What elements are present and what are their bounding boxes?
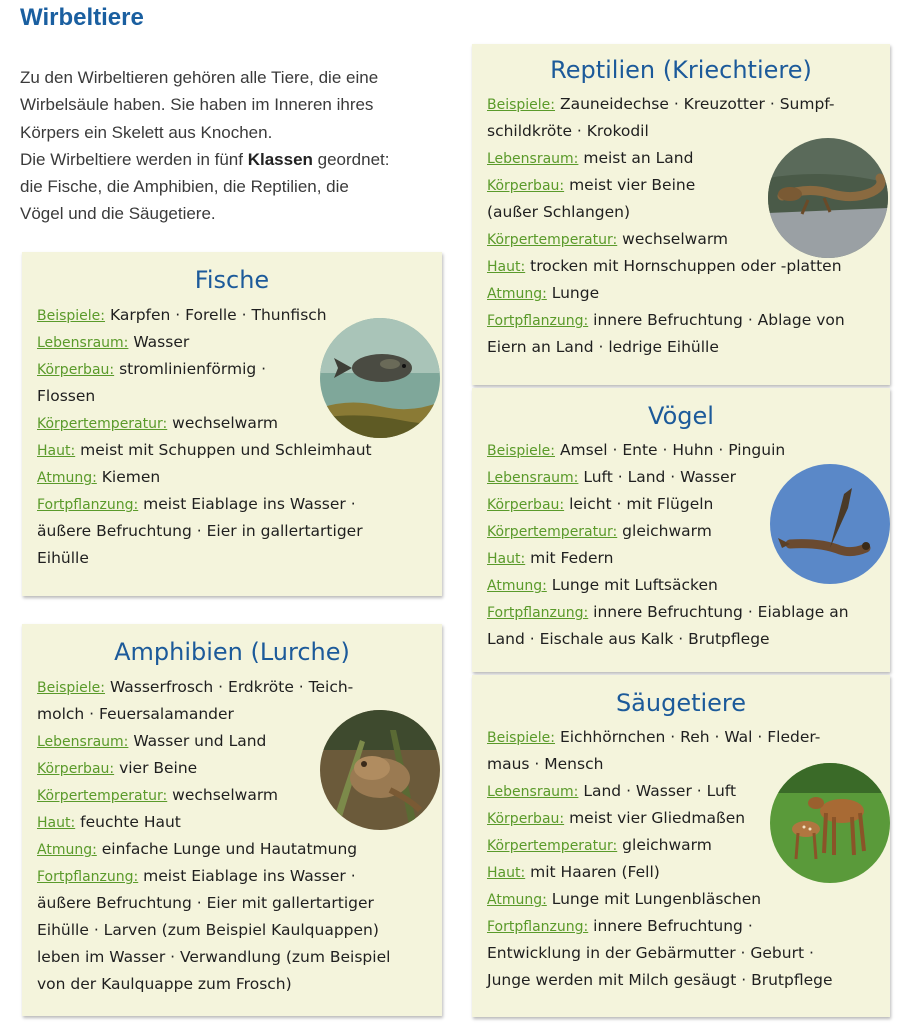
label-koerperbau: Körperbau: — [487, 497, 565, 513]
label-temperatur: Körpertemperatur: — [487, 232, 618, 248]
label-atmung: Atmung: — [487, 892, 547, 908]
label-lebensraum: Lebensraum: — [487, 151, 579, 167]
row-fortpflanzung — [487, 917, 753, 935]
row-koerperbau — [37, 360, 266, 378]
value-fortpflanzung: meist Eiablage ins Wasser · — [143, 867, 356, 885]
deer-image — [770, 763, 890, 883]
row-haut — [487, 863, 660, 881]
value-atmung: Lunge mit Luftsäcken — [551, 576, 718, 594]
value-beispiele: Wasserfrosch · Erdkröte · Teich- — [109, 678, 354, 696]
row-continuation: Entwicklung in der Gebärmutter · Geburt · — [487, 944, 814, 962]
label-fortpflanzung: Fortpflanzung: — [37, 497, 139, 513]
label-atmung: Atmung: — [37, 842, 97, 858]
row-continuation: äußere Befruchtung · Eier in gallertartiger — [37, 522, 363, 540]
card-title: Fische — [194, 266, 270, 294]
row-atmung — [487, 576, 718, 594]
page-title: Wirbeltiere — [20, 4, 144, 31]
value-koerperbau: leicht · mit Flügeln — [569, 495, 714, 513]
row-fortpflanzung — [487, 311, 845, 329]
value-atmung: einfache Lunge und Hautatmung — [101, 840, 358, 858]
label-haut: Haut: — [487, 551, 526, 567]
label-fortpflanzung: Fortpflanzung: — [487, 313, 589, 329]
label-koerperbau: Körperbau: — [487, 178, 565, 194]
row-continuation: (außer Schlangen) — [487, 203, 631, 221]
row-continuation: Flossen — [37, 387, 96, 405]
intro-line: Körpers ein Skelett aus Knochen. — [20, 122, 273, 142]
card-reptilien — [472, 44, 890, 385]
value-beispiele: Karpfen · Forelle · Thunfisch — [109, 306, 327, 324]
value-temperatur: gleichwarm — [622, 522, 712, 540]
card-title: Vögel — [648, 402, 714, 430]
card-voegel — [472, 388, 890, 672]
row-beispiele — [487, 441, 785, 459]
label-temperatur: Körpertemperatur: — [487, 524, 618, 540]
label-lebensraum: Lebensraum: — [37, 335, 129, 351]
label-haut: Haut: — [37, 815, 76, 831]
row-koerperbau — [487, 176, 695, 194]
value-lebensraum: Land · Wasser · Luft — [583, 782, 737, 800]
label-beispiele: Beispiele: — [37, 308, 106, 324]
intro-line-part: geordnet: — [312, 149, 390, 169]
label-koerperbau: Körperbau: — [37, 761, 115, 777]
row-lebensraum — [487, 468, 736, 486]
row-atmung — [487, 284, 599, 302]
value-fortpflanzung: meist Eiablage ins Wasser · — [143, 495, 356, 513]
intro-keyword: Klassen — [247, 149, 313, 169]
label-temperatur: Körpertemperatur: — [487, 838, 618, 854]
value-temperatur: gleichwarm — [622, 836, 712, 854]
row-lebensraum — [37, 732, 266, 750]
label-haut: Haut: — [487, 259, 526, 275]
label-temperatur: Körpertemperatur: — [37, 416, 168, 432]
intro-line: die Fische, die Amphibien, die Reptilien, die — [20, 177, 349, 197]
value-beispiele: Zauneidechse · Kreuzotter · Sumpf- — [559, 95, 835, 113]
row-haut — [37, 441, 372, 459]
label-atmung: Atmung: — [487, 286, 547, 302]
row-continuation: Eiern an Land · ledrige Eihülle — [487, 338, 719, 356]
label-atmung: Atmung: — [487, 578, 547, 594]
value-haut: meist mit Schuppen und Schleimhaut — [80, 441, 372, 459]
row-koerperbau — [37, 759, 197, 777]
value-fortpflanzung: innere Befruchtung · — [593, 917, 753, 935]
row-lebensraum — [487, 149, 693, 167]
row-continuation: schildkröte · Krokodil — [487, 122, 649, 140]
value-beispiele: Amsel · Ente · Huhn · Pinguin — [559, 441, 786, 459]
value-temperatur: wechselwarm — [172, 414, 279, 432]
value-beispiele: Eichhörnchen · Reh · Wal · Fleder- — [559, 728, 821, 746]
label-lebensraum: Lebensraum: — [37, 734, 129, 750]
intro-line: Wirbelsäule haben. Sie haben im Inneren ihres — [20, 95, 374, 115]
row-fortpflanzung — [37, 867, 356, 885]
row-beispiele — [487, 95, 835, 113]
label-fortpflanzung: Fortpflanzung: — [487, 605, 589, 621]
row-continuation: leben im Wasser · Verwandlung (zum Beispiel — [37, 948, 391, 966]
label-beispiele: Beispiele: — [487, 97, 556, 113]
value-lebensraum: Wasser und Land — [133, 732, 267, 750]
row-atmung — [487, 890, 761, 908]
row-atmung — [37, 840, 357, 858]
value-atmung: Lunge mit Lungenbläschen — [551, 890, 762, 908]
label-temperatur: Körpertemperatur: — [37, 788, 168, 804]
row-continuation: molch · Feuersalamander — [37, 705, 234, 723]
label-beispiele: Beispiele: — [37, 680, 106, 696]
value-koerperbau: meist vier Gliedmaßen — [569, 809, 746, 827]
label-haut: Haut: — [37, 443, 76, 459]
value-haut: mit Haaren (Fell) — [530, 863, 660, 881]
intro-line — [20, 146, 450, 173]
value-temperatur: wechselwarm — [172, 786, 279, 804]
row-fortpflanzung — [487, 603, 849, 621]
value-haut: trocken mit Hornschuppen oder -platten — [530, 257, 842, 275]
card-title: Reptilien (Kriechtiere) — [550, 56, 812, 84]
row-temperatur — [37, 414, 278, 432]
value-haut: feuchte Haut — [80, 813, 181, 831]
row-continuation: maus · Mensch — [487, 755, 604, 773]
value-lebensraum: Luft · Land · Wasser — [583, 468, 737, 486]
row-temperatur — [487, 522, 712, 540]
row-temperatur — [487, 836, 712, 854]
value-lebensraum: meist an Land — [583, 149, 694, 167]
label-beispiele: Beispiele: — [487, 443, 556, 459]
intro-line: Zu den Wirbeltieren gehören alle Tiere, die eine — [20, 68, 379, 87]
value-lebensraum: Wasser — [133, 333, 190, 351]
intro-text — [20, 64, 450, 228]
bird-image — [770, 464, 890, 584]
row-haut — [487, 257, 842, 275]
row-haut — [37, 813, 181, 831]
label-fortpflanzung: Fortpflanzung: — [487, 919, 589, 935]
row-beispiele — [487, 728, 820, 746]
row-continuation: Land · Eischale aus Kalk · Brutpflege — [487, 630, 770, 648]
value-atmung: Kiemen — [101, 468, 161, 486]
value-fortpflanzung: innere Befruchtung · Ablage von — [593, 311, 845, 329]
intro-line-part: Die Wirbeltiere werden in fünf — [20, 149, 248, 169]
card-saeugetiere — [472, 675, 890, 1017]
label-lebensraum: Lebensraum: — [487, 784, 579, 800]
toad-image — [320, 710, 440, 830]
label-koerperbau: Körperbau: — [487, 811, 565, 827]
row-fortpflanzung — [37, 495, 356, 513]
row-beispiele — [37, 678, 353, 696]
value-temperatur: wechselwarm — [622, 230, 729, 248]
label-fortpflanzung: Fortpflanzung: — [37, 869, 139, 885]
row-lebensraum — [487, 782, 736, 800]
row-lebensraum — [37, 333, 189, 351]
row-haut — [487, 549, 613, 567]
label-beispiele: Beispiele: — [487, 730, 556, 746]
row-continuation: von der Kaulquappe zum Frosch) — [37, 975, 292, 993]
card-title: Amphibien (Lurche) — [114, 638, 350, 666]
card-title: Säugetiere — [615, 689, 747, 717]
row-continuation: Eihülle · Larven (zum Beispiel Kaulquappen) — [37, 921, 379, 939]
label-atmung: Atmung: — [37, 470, 97, 486]
row-beispiele — [37, 306, 327, 324]
row-koerperbau — [487, 809, 745, 827]
label-lebensraum: Lebensraum: — [487, 470, 579, 486]
value-atmung: Lunge — [551, 284, 600, 302]
card-fische — [22, 252, 442, 596]
row-temperatur — [37, 786, 278, 804]
value-koerperbau: stromlinienförmig · — [119, 360, 267, 378]
row-atmung — [37, 468, 160, 486]
lizard-image — [768, 138, 888, 258]
row-continuation: äußere Befruchtung · Eier mit gallertartiger — [37, 894, 374, 912]
row-continuation: Junge werden mit Milch gesäugt · Brutpflege — [487, 971, 833, 989]
row-temperatur — [487, 230, 728, 248]
value-fortpflanzung: innere Befruchtung · Eiablage an — [593, 603, 849, 621]
label-haut: Haut: — [487, 865, 526, 881]
fish-image — [320, 318, 440, 438]
value-haut: mit Federn — [530, 549, 614, 567]
label-koerperbau: Körperbau: — [37, 362, 115, 378]
value-koerperbau: meist vier Beine — [569, 176, 696, 194]
row-continuation: Eihülle — [37, 549, 89, 567]
intro-line: Vögel und die Säugetiere. — [20, 204, 216, 224]
value-koerperbau: vier Beine — [119, 759, 198, 777]
row-koerperbau — [487, 495, 713, 513]
card-amphibien — [22, 624, 442, 1016]
